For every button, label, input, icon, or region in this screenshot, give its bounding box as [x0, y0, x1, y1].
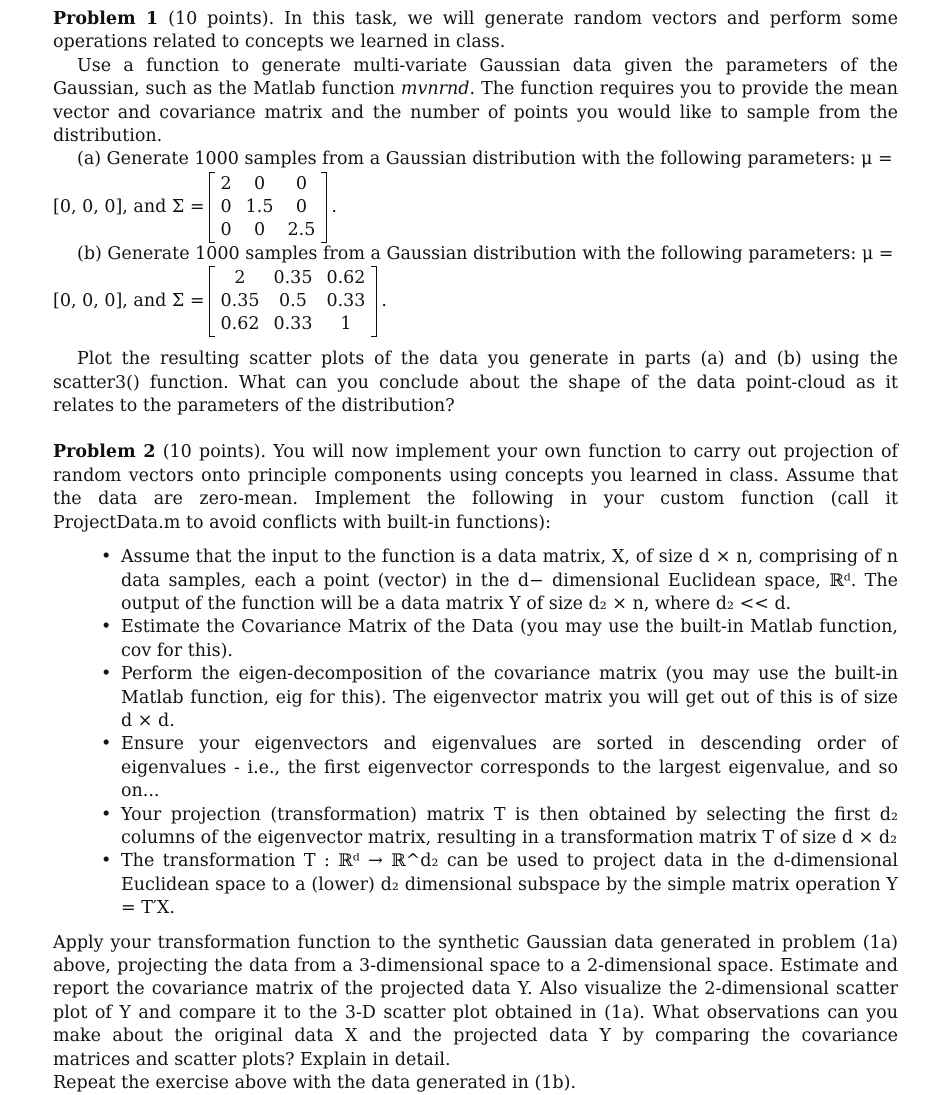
problem1-para1: [53, 55, 898, 149]
problem2-heading: Problem 2: [53, 442, 156, 463]
problem1-intro: In this task, we will generate random vectors and perform some operations related to concepts we learned in class.: [53, 9, 899, 53]
matrix-a-cell: 0: [220, 219, 232, 240]
list-item: • Your projection (transformation) matrix T is then obtained by selecting the first d₂ columns of the eigenvector matrix, resulting in a transformation matrix T of size d × d₂: [121, 804, 898, 851]
list-item: • Assume that the input to the function is a data matrix, X, of size d × n, comprising of n data samples, each a point (vector) in the d− dimensional Euclidean space, ℝᵈ. The output of the function will be a data matrix Y of size d₂ × n, where d₂ << d.: [121, 546, 898, 616]
matrix-a-cell: 0: [295, 173, 307, 194]
problem2-points: (10 points).: [162, 442, 267, 463]
matrix-b-cell: 0.62: [220, 314, 260, 335]
problem2-intro: You will now implement your own function to carry out projection of random vectors onto principle components using concepts you learned in class. Assume that the data are zero-mean. Implement the following in your custom function (call it ProjectData.m to avoid conflicts with built-in functions):: [53, 442, 898, 533]
problem1-heading: Problem 1: [53, 9, 159, 29]
spacer: [53, 921, 898, 932]
problem2-repeat: Repeat the exercise above with the data generated in (1b).: [53, 1073, 577, 1094]
list-item: • The transformation T : ℝᵈ → ℝ^d₂ can be used to project data in the d-dimensional Euclidean space to a (lower) d₂ dimensional subspace by the simple matrix operation Y = T′X.: [121, 850, 898, 920]
matrix-b-cell: 0.35: [273, 268, 313, 289]
part-b-equation: [53, 266, 898, 337]
problem1-closing: Plot the resulting scatter plots of the data you generate in parts (a) and (b) using the scatter3() function. What can you conclude about the shape of the data point-cloud as it relates to the parameters of the distribution?: [53, 349, 898, 417]
matrix-a-cell: 0: [295, 196, 307, 217]
problem2-apply: Apply your transformation function to the synthetic Gaussian data generated in problem (1a) above, projecting the data from a 3-dimensional space to a 2-dimensional space. Estimate and report the covariance matrix of the projected data Y. Also visualize the 2-dimensional scatter plot of Y and compare it to the 3-D scatter plot obtained in (1a). What observations can you make about the original data X and the projected data Y by comparing the covariance matrices and scatter plots? Explain in detail.: [53, 932, 898, 1070]
matrix-a-cell: 2: [220, 173, 232, 194]
problem1-intro-paragraph: [53, 8, 898, 55]
matrix-b-cell: 1: [340, 314, 352, 335]
covariance-matrix-b: [209, 266, 378, 337]
part-a-lead: [0, 0, 0], and Σ =: [53, 196, 205, 217]
matrix-b-cell: 0.62: [326, 268, 366, 289]
matrix-b-cell: 0.33: [273, 314, 313, 335]
list-item: • Perform the eigen-decomposition of the covariance matrix (you may use the built-in Matlab function, eig for this). The eigenvector matrix you will get out of this is of size d × d.: [121, 663, 898, 733]
matrix-b-period: .: [381, 291, 387, 312]
matrix-b-cell: 2: [234, 268, 246, 289]
list-item: • Ensure your eigenvectors and eigenvalues are sorted in descending order of eigenvalues - i.e., the first eigenvector corresponds to the largest eigenvalue, and so on...: [121, 733, 898, 803]
matrix-a-period: .: [331, 196, 337, 217]
spacer: [53, 535, 898, 546]
part-b-lead: [0, 0, 0], and Σ =: [53, 291, 205, 312]
problem1-para1-post: . The function requires you to provide the mean vector and covariance matrix and the number of points you would like to sample from the distribution.: [53, 79, 898, 147]
spacer: [53, 337, 898, 348]
matrix-b-cell: 0.35: [220, 291, 260, 312]
matrix-a-cell: 0: [220, 196, 232, 217]
problem1-points: (10 points).: [168, 9, 275, 29]
matrix-a-cell: 0: [254, 219, 266, 240]
matrix-a-cell: 1.5: [245, 196, 274, 217]
problem2-intro-paragraph: [53, 441, 898, 535]
spacer: [53, 418, 898, 441]
matrix-a-cell: 2.5: [287, 219, 316, 240]
matrix-a-cell: 0: [254, 173, 266, 194]
problem1-para1-pre: Use a function to generate multi-variate Gaussian data given the parameters of the Gaussian, such as the Matlab function: [53, 55, 898, 100]
matrix-b-cell: 0.5: [279, 291, 307, 312]
list-item: • Estimate the Covariance Matrix of the Data (you may use the built-in Matlab function, cov for this).: [121, 616, 898, 663]
part-a-equation: [53, 172, 898, 243]
requirements-list: [53, 546, 898, 921]
covariance-matrix-a: [209, 172, 328, 243]
part-b-text: (b) Generate 1000 samples from a Gaussian distribution with the following parameters: μ =: [77, 243, 894, 264]
mvnrnd-function: mvnrnd: [400, 79, 470, 100]
matrix-b-cell: 0.33: [326, 291, 366, 312]
part-a-text: (a) Generate 1000 samples from a Gaussian distribution with the following parameters: μ =: [77, 149, 893, 170]
